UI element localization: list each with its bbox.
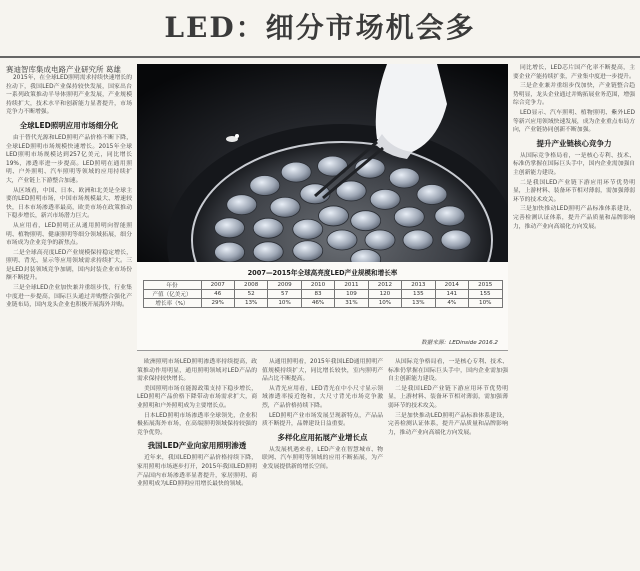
top-rule — [0, 56, 640, 58]
wafer-photo — [137, 64, 508, 262]
paragraph: LED显示、汽车照明、植物照明、紫外LED等新兴应用领域快速发展，成为企业重点布局方向，产业链协同创新不断加强。 — [513, 109, 635, 134]
year-cell: 2015 — [469, 281, 503, 290]
paragraph: 从国际竞争格局看，一是核心专利、技术、标准仍掌握在国际巨头手中，国内企业需加强自主创新能力建设。 — [388, 359, 508, 383]
paragraph: 从背光应用看，LED背光在中小尺寸显示领域渗透率接近饱和，大尺寸背光市场竞争激烈，产品价格持续下降。 — [262, 385, 383, 409]
paragraph: 从应用看，LED照明正从通用照明向智能照明、植物照明、健康照明等细分领域拓展，细分市场成为企业竞争的新焦点。 — [6, 222, 132, 247]
year-cell: 2009 — [268, 281, 301, 290]
value-cell: 83 — [301, 290, 334, 299]
wafer — [403, 230, 433, 250]
wafer — [253, 242, 283, 262]
paragraph: 欧洲照明市场LED照明渗透率持续提高，政策推动作用明显，通用照明领域对LED产品的需求保持较快增长。 — [137, 359, 257, 383]
headline: LED：细分市场机会多 — [164, 11, 476, 44]
paragraph: 三是加快推动LED照明产品标准体系建设，完善检测认证体系，提升产品质量和品牌影响力，推动产业向高端化方向发展。 — [513, 206, 635, 230]
byline: 赛迪智库集成电路产业研究所 葛雄 — [6, 65, 121, 74]
wafer — [394, 207, 424, 227]
wafer — [281, 162, 311, 182]
growth-cell: 29% — [201, 299, 234, 308]
paragraph: 三是企业兼并重组步伐加快，产业链整合趋势明显，龙头企业通过并购拓展业务范围，增强综合竞争力。 — [513, 83, 635, 107]
wafer — [389, 168, 419, 188]
wafer — [370, 189, 400, 209]
value-cell: 120 — [368, 290, 401, 299]
industry-table-panel — [137, 262, 508, 351]
paragraph: 美国照明市场在能源政策支持下稳步增长，LED照明产品价格下降带动市场需求扩大，商业照明和户外照明成为主要增长点。 — [137, 385, 257, 409]
wafer — [441, 230, 471, 250]
left-column — [6, 74, 132, 566]
wafer — [417, 184, 447, 204]
growth-cell: 31% — [335, 299, 368, 308]
paragraph: 近年来，我国LED照明产品价格持续下降，家用照明市场逐步打开，2015年我国LED照明产品国内市场渗透率显著提升，家居照明、商业照明成为LED照明应用增长最快的领域。 — [137, 455, 257, 488]
wafer — [250, 175, 280, 195]
value-cell: 46 — [201, 290, 234, 299]
wafer — [270, 197, 300, 217]
wafer — [215, 242, 245, 262]
wafer — [327, 230, 357, 250]
paragraph: 同比增长，LED芯片国产化率不断提高，主要企业产能持续扩张，产业集中度进一步提升。 — [513, 65, 635, 80]
wafer — [293, 219, 323, 239]
growth-cell: 13% — [234, 299, 267, 308]
wafer — [351, 211, 381, 231]
year-cell: 2007 — [201, 281, 234, 290]
wafer — [319, 206, 349, 226]
section-heading: 我国LED产业向家用照明渗透 — [147, 441, 247, 451]
value-cell: 141 — [435, 290, 468, 299]
paragraph: 二是我国LED产业链下游应用环节优势明显，上游材料、装备环节相对薄弱，需加强薄弱环节的技术攻关。 — [388, 385, 508, 409]
paragraph: 从国际竞争格局看，一是核心专利、技术、标准仍掌握在国际巨头手中，国内企业需加强自主创新能力建设。 — [513, 152, 635, 176]
value-label: 产值（亿美元） — [143, 290, 201, 299]
led-industry-table — [143, 280, 503, 308]
paragraph: 由于替代光源和LED照明产品价格不断下降，全球LED照明市场规模快速增长。2015年全球LED照明市场规模达到257亿美元，同比增长19%，渗透率进一步提高。LED照明在通用照明、户外照明、汽车照明等领域的应用持续扩大，产业链上下游整合加速。 — [6, 134, 132, 184]
paragraph: 从区域看，中国、日本、欧洲和北美是全球主要的LED照明市场，中国市场规模最大、增速较快，日本市场渗透率最高，欧美市场在政策推动下稳步增长，新兴市场潜力巨大。 — [6, 187, 132, 220]
value-cell: 155 — [469, 290, 503, 299]
wafer — [227, 195, 257, 215]
table-source: 数据来源：LEDinside 2016.2 — [421, 340, 498, 346]
paragraph: 三是全球LED企业加快兼并重组步伐，行业集中度进一步提高，国际巨头通过并购整合强化产业链布局，国内龙头企业也积极开展海外并购。 — [6, 285, 132, 309]
paragraph: 2015年，在全球LED照明需求持续快速增长的拉动下，我国LED产业保持较快发展，国家出台一系列政策推动半导体照明产业发展，产业规模持续扩大，技术水平和创新能力显著提升，市场竞争力不断增强。 — [6, 75, 132, 116]
growth-cell: 46% — [301, 299, 334, 308]
wafer-illustration — [137, 64, 508, 262]
wafer — [293, 241, 323, 261]
growth-cell: 10% — [368, 299, 401, 308]
value-cell: 135 — [402, 290, 435, 299]
growth-cell: 13% — [402, 299, 435, 308]
value-cell: 52 — [234, 290, 267, 299]
wafer — [215, 218, 245, 238]
section-heading: 全球LED照明应用市场细分化 — [19, 120, 119, 130]
year-cell: 2014 — [435, 281, 468, 290]
value-cell: 57 — [268, 290, 301, 299]
year-cell: 2012 — [368, 281, 401, 290]
year-label: 年份 — [143, 281, 201, 290]
year-cell: 2010 — [301, 281, 334, 290]
growth-cell: 10% — [469, 299, 503, 308]
middle-column-3 — [388, 358, 508, 566]
right-column — [513, 64, 635, 566]
paragraph: 二是我国LED产业链下游应用环节优势明显，上游材料、装备环节相对薄弱，需加强薄弱环节的技术攻关。 — [513, 179, 635, 203]
wafer — [365, 230, 395, 250]
middle-column-2 — [262, 358, 383, 566]
paragraph: 从通用照明看，2015年我国LED通用照明产值规模持续扩大，同比增长较快，室内照明产品占比不断提高。 — [262, 359, 383, 383]
section-heading: 提升产业链核心竞争力 — [536, 138, 612, 148]
growth-cell: 10% — [268, 299, 301, 308]
paragraph: 日本LED照明市场渗透率全球领先，企业积极拓展海外市场，在高端照明领域保持较强的竞争优势。 — [137, 412, 257, 436]
paragraph: 从发展机遇来看，LED产业在智慧城市、物联网、汽车照明等领域的应用不断拓展，为产业发展提供新的增长空间。 — [262, 446, 383, 470]
paragraph: 三是加快推动LED照明产品标准体系建设，完善检测认证体系，提升产品质量和品牌影响力，推动产业向高端化方向发展。 — [388, 412, 508, 436]
table-caption: 2007—2015年全球高亮度LED产业规模和增长率 — [247, 269, 398, 277]
wafer — [253, 218, 283, 238]
year-cell: 2008 — [234, 281, 267, 290]
year-cell: 2013 — [402, 281, 435, 290]
section-heading: 多样化应用拓展产业增长点 — [277, 432, 368, 442]
wafer — [435, 206, 465, 226]
growth-cell: 4% — [435, 299, 468, 308]
middle-column-1 — [137, 358, 257, 566]
growth-label: 增长率（%） — [143, 299, 201, 308]
paragraph: LED照明产业市场发展呈现新特点，产品品质不断提升，品牌建设日益重要。 — [262, 412, 383, 428]
paragraph: 二是全球高亮度LED产业规模保持稳定增长，照明、背光、显示等应用领域需求持续扩大。三是LED封装领域竞争加剧，国内封装企业市场份额不断提升。 — [6, 249, 132, 282]
value-cell: 109 — [335, 290, 368, 299]
year-cell: 2011 — [335, 281, 368, 290]
